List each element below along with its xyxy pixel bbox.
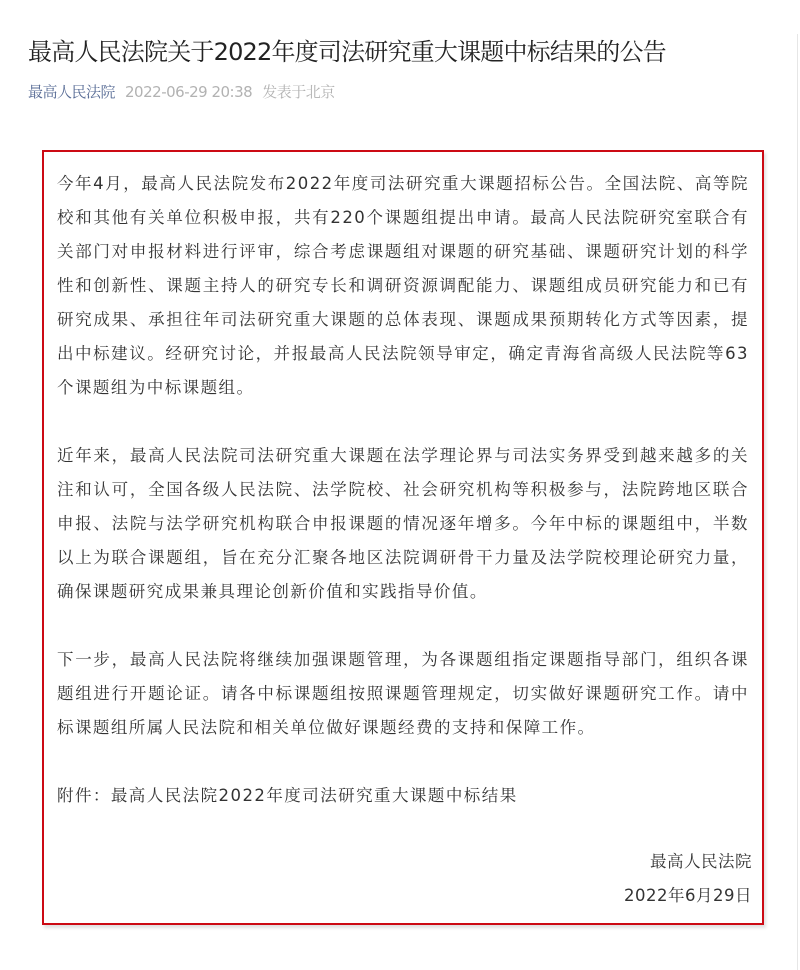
article-title: 最高人民法院关于2022年度司法研究重大课题中标结果的公告: [28, 38, 666, 66]
article-publish-location: 发表于北京: [262, 83, 335, 101]
notice-paragraph-2: 近年来，最高人民法院司法研究重大课题在法学理论界与司法实务界受到越来越多的关注和认可，全国各级人民法院、法学院校、社会研究机构等积极参与，法院跨地区联合申报、法院与法学研究机构联合申报课题的情况逐年增多。今年中标的课题组中，半数以上为联合课题组，旨在充分汇聚各地区法院调研骨干力量及法学院校理论研究力量，确保课题研究成果兼具理论创新价值和实践指导价值。: [57, 446, 749, 601]
paragraph-spacer: [57, 609, 749, 643]
notice-attachment: 附件：最高人民法院2022年度司法研究重大课题中标结果: [57, 786, 518, 805]
signature-organization: 最高人民法院: [650, 852, 752, 871]
notice-paragraph-1: 今年4月，最高人民法院发布2022年度司法研究重大课题招标公告。全国法院、高等院校和其他有关单位积极申报，共有220个课题组提出申请。最高人民法院研究室联合有关部门对申报材料进行评审，综合考虑课题组对课题的研究基础、课题研究计划的科学性和创新性、课题主持人的研究专长和调研资源调配能力、课题组成员研究能力和已有研究成果、承担往年司法研究重大课题的总体表现、课题成果预期转化方式等因素，提出中标建议。经研究讨论，并报最高人民法院领导审定，确定青海省高级人民法院等63个课题组为中标课题组。: [57, 174, 749, 397]
article-meta: [28, 81, 335, 103]
notice-frame: [42, 150, 764, 925]
paragraph-spacer: [57, 405, 749, 439]
notice-body: [57, 167, 749, 813]
notice-paragraph-3: 下一步，最高人民法院将继续加强课题管理，为各课题组指定课题指导部门，组织各课题组进行开题论证。请各中标课题组按照课题管理规定，切实做好课题研究工作。请中标课题组所属人民法院和相关单位做好课题经费的支持和保障工作。: [57, 650, 749, 737]
signature-date: 2022年6月29日: [624, 886, 752, 905]
article-publish-time: 2022-06-29 20:38: [125, 83, 253, 101]
paragraph-spacer: [57, 745, 749, 779]
article-source-link[interactable]: 最高人民法院: [28, 83, 116, 101]
page-edge-divider: [797, 34, 798, 970]
